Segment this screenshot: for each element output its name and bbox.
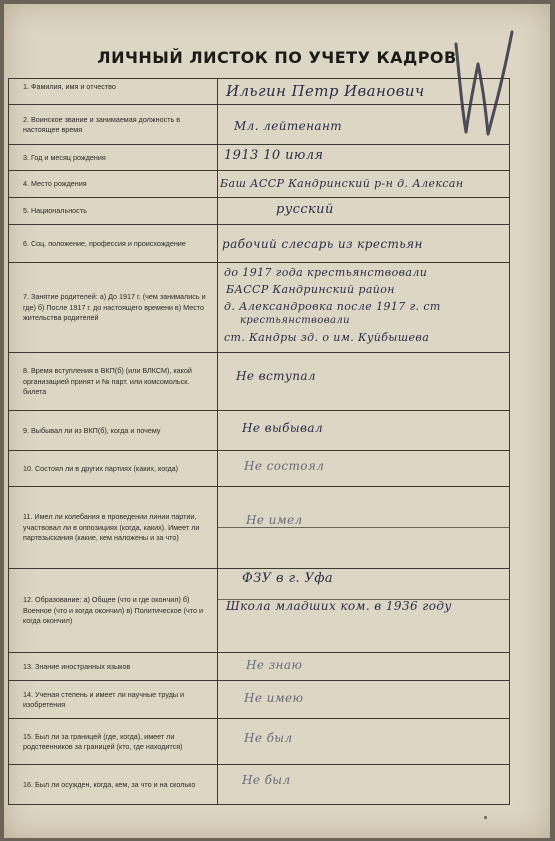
handwritten-value: Не знаю xyxy=(246,658,303,672)
handwritten-value: БАССР Кандринский район xyxy=(226,283,395,296)
field-label: 10. Состоял ли в других партиях (каких, когда) xyxy=(9,451,218,487)
field-label: 4. Место рождения xyxy=(9,171,218,198)
form-row xyxy=(9,225,510,263)
handwritten-value: до 1917 года крестьянствовали xyxy=(224,266,428,279)
handwritten-value: Не имел xyxy=(246,513,303,527)
form-row xyxy=(9,105,510,145)
field-label: 9. Выбывал ли из ВКП(б), когда и почему xyxy=(9,411,218,451)
field-answer xyxy=(218,451,510,487)
handwritten-value: Не был xyxy=(244,731,293,745)
form-row xyxy=(9,198,510,225)
writing-line xyxy=(218,527,509,528)
handwritten-value: Баш АССР Кандринский р-н д. Алексан xyxy=(220,177,464,190)
field-label: 7. Занятие родителей: а) До 1917 г. (чем занимались и где) б) После 1917 г. до настоящего времени в) Место жительства родителей xyxy=(9,263,218,353)
field-label: 15. Был ли за границей (где, когда), имеет ли родственников за границей (кто, где находится) xyxy=(9,719,218,765)
field-label: 3. Год и месяц рождения xyxy=(9,145,218,171)
field-answer xyxy=(218,145,510,171)
field-answer xyxy=(218,719,510,765)
field-answer xyxy=(218,411,510,451)
handwritten-value: Не имею xyxy=(244,691,304,705)
form-row xyxy=(9,681,510,719)
handwritten-value: Мл. лейтенант xyxy=(234,119,343,133)
handwritten-value: Школа младших ком. в 1936 году xyxy=(226,599,452,613)
handwritten-value: ст. Кандры зд. о им. Куйбышева xyxy=(224,331,430,344)
handwritten-value: рабочий слесарь из крестьян xyxy=(222,237,423,251)
form-row xyxy=(9,411,510,451)
handwritten-value: Не вступал xyxy=(236,369,316,383)
handwritten-value: крестьянствовали xyxy=(240,315,350,326)
handwritten-value: русский xyxy=(276,202,334,217)
form-row xyxy=(9,719,510,765)
field-answer xyxy=(218,353,510,411)
field-label: 8. Время вступления в ВКП(б) (или ВЛКСМ), какой организацией принят и № парт. или комсомольск. билета xyxy=(9,353,218,411)
form-row xyxy=(9,353,510,411)
field-label: 2. Воинское звание и занимаемая должность в настоящее время xyxy=(9,105,218,145)
handwritten-value: Не выбывал xyxy=(242,421,324,435)
handwritten-value: 1913 10 июля xyxy=(224,148,324,163)
field-answer xyxy=(218,198,510,225)
page-footer-mark xyxy=(484,816,487,819)
handwritten-value: Не состоял xyxy=(244,459,325,473)
field-label: 13. Знание иностранных языков xyxy=(9,653,218,681)
field-answer xyxy=(218,263,510,353)
field-answer xyxy=(218,171,510,198)
document-page xyxy=(4,4,550,838)
form-row xyxy=(9,145,510,171)
form-row xyxy=(9,171,510,198)
field-answer xyxy=(218,681,510,719)
handwritten-value: ФЗУ в г. Уфа xyxy=(242,571,334,586)
personnel-form-table xyxy=(8,78,510,805)
form-row xyxy=(9,451,510,487)
form-row xyxy=(9,487,510,569)
document-title: ЛИЧНЫЙ ЛИСТОК ПО УЧЕТУ КАДРОВ xyxy=(97,48,457,67)
form-row xyxy=(9,569,510,653)
form-row xyxy=(9,79,510,105)
field-answer xyxy=(218,569,510,653)
field-label: 11. Имел ли колебания в проведении линии партии, участвовал ли в оппозициях (когда, каких). Имеет ли партвзыскания (какие, кем наложены и за что) xyxy=(9,487,218,569)
field-answer xyxy=(218,487,510,569)
field-label: 14. Ученая степень и имеет ли научные труды и изобретения xyxy=(9,681,218,719)
field-label: 1. Фамилия, имя и отчество xyxy=(9,79,218,105)
field-answer xyxy=(218,653,510,681)
field-answer xyxy=(218,765,510,805)
field-label: 6. Соц. положение, профессия и происхождение xyxy=(9,225,218,263)
handwritten-value: Ильгин Петр Иванович xyxy=(226,82,425,100)
field-answer xyxy=(218,105,510,145)
field-answer xyxy=(218,79,510,105)
handwritten-value: д. Александровка после 1917 г. ст xyxy=(224,300,441,313)
handwritten-value: Не был xyxy=(242,773,291,787)
form-row xyxy=(9,653,510,681)
field-label: 12. Образование: а) Общее (что и где окончил) б) Военное (что и когда окончил) в) Политическое (что и когда окончил) xyxy=(9,569,218,653)
field-answer xyxy=(218,225,510,263)
field-label: 16. Был ли осужден, когда, кем, за что и на сколько xyxy=(9,765,218,805)
form-row xyxy=(9,263,510,353)
form-row xyxy=(9,765,510,805)
field-label: 5. Национальность xyxy=(9,198,218,225)
